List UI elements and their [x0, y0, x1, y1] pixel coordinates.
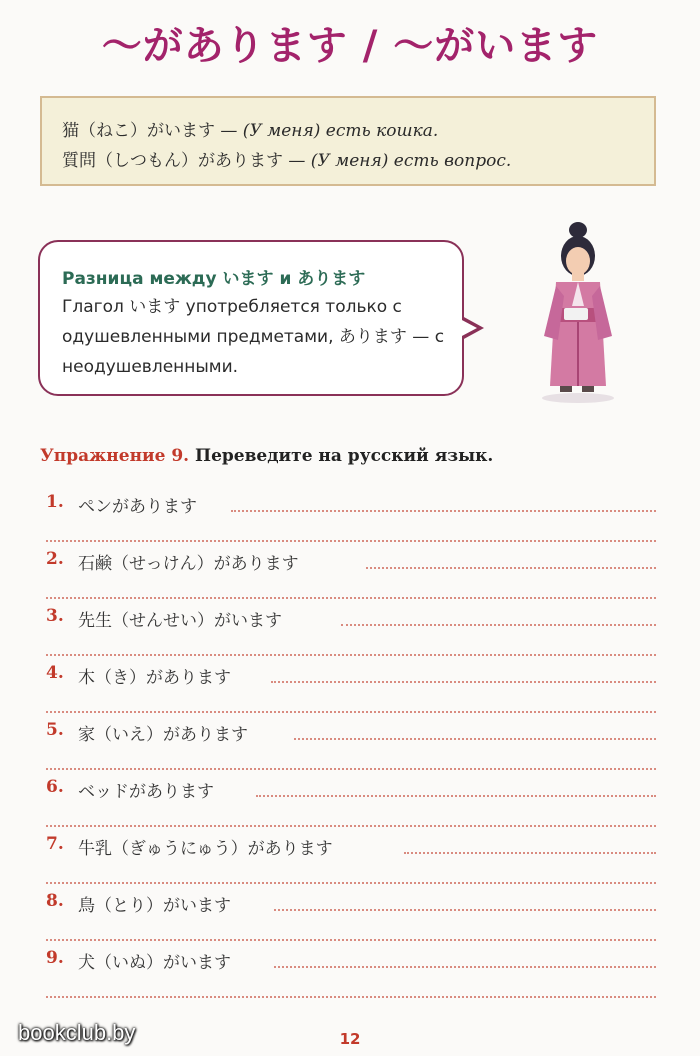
answer-line[interactable] [231, 510, 656, 512]
item-text: ベッドがあります [78, 782, 214, 802]
page-title: 〜があります / 〜がいます [101, 23, 599, 69]
example-line [62, 116, 438, 141]
item-text: 石鹸（せっけん）があります [78, 554, 299, 574]
answer-line[interactable] [256, 795, 656, 797]
page-number: 12 [339, 1030, 361, 1048]
answer-line[interactable] [46, 825, 656, 827]
exercise-item [46, 606, 656, 632]
example-translation: — (У меня) есть вопрос. [283, 151, 512, 171]
watermark: bookclub.by [18, 1020, 136, 1045]
speech-bubble-tail-fill [460, 319, 477, 337]
kimono-woman-illustration [536, 216, 618, 406]
exercise-item [46, 891, 656, 917]
item-text: 犬（いぬ）がいます [78, 953, 231, 973]
exercise-heading [40, 446, 493, 466]
exercise-item [46, 492, 656, 518]
exercise-item [46, 777, 656, 803]
answer-line[interactable] [46, 597, 656, 599]
exercise-item [46, 549, 656, 575]
item-number: 3. [46, 606, 64, 626]
item-text: 牛乳（ぎゅうにゅう）があります [78, 839, 333, 859]
speech-bubble [38, 240, 464, 396]
item-number: 6. [46, 777, 64, 797]
answer-line[interactable] [46, 540, 656, 542]
note-title: Разница между います и あります [62, 269, 366, 289]
example-box [40, 96, 656, 186]
item-number: 7. [46, 834, 64, 854]
answer-line[interactable] [271, 681, 656, 683]
example-japanese: 質問（しつもん）があります [62, 151, 283, 171]
answer-line[interactable] [366, 567, 656, 569]
answer-line[interactable] [274, 966, 656, 968]
item-number: 4. [46, 663, 64, 683]
example-line [62, 146, 511, 171]
exercise-item [46, 663, 656, 689]
answer-line[interactable] [46, 768, 656, 770]
item-text: 木（き）があります [78, 668, 231, 688]
answer-line[interactable] [46, 996, 656, 998]
exercise-item [46, 834, 656, 860]
exercise-instruction: Переведите на русский язык. [189, 446, 494, 466]
exercise-item [46, 948, 656, 974]
answer-line[interactable] [46, 711, 656, 713]
exercise-label: Упражнение 9. [40, 446, 190, 466]
item-text: 鳥（とり）がいます [78, 896, 231, 916]
item-number: 1. [46, 492, 64, 512]
item-number: 2. [46, 549, 64, 569]
item-number: 9. [46, 948, 64, 968]
answer-line[interactable] [46, 939, 656, 941]
item-number: 5. [46, 720, 64, 740]
item-number: 8. [46, 891, 64, 911]
answer-line[interactable] [341, 624, 656, 626]
exercise-item [46, 720, 656, 746]
item-text: 先生（せんせい）がいます [78, 611, 282, 631]
example-translation: — (У меня) есть кошка. [215, 121, 439, 141]
answer-line[interactable] [46, 654, 656, 656]
answer-line[interactable] [294, 738, 656, 740]
item-text: ペンがあります [78, 497, 197, 517]
example-japanese: 猫（ねこ）がいます [62, 121, 215, 141]
answer-line[interactable] [274, 909, 656, 911]
item-text: 家（いえ）があります [78, 725, 248, 745]
note-text: Глагол います употребляется только с одушевленными предметами, あります — с неодушевленными. [62, 297, 445, 377]
answer-line[interactable] [46, 882, 656, 884]
answer-line[interactable] [404, 852, 656, 854]
